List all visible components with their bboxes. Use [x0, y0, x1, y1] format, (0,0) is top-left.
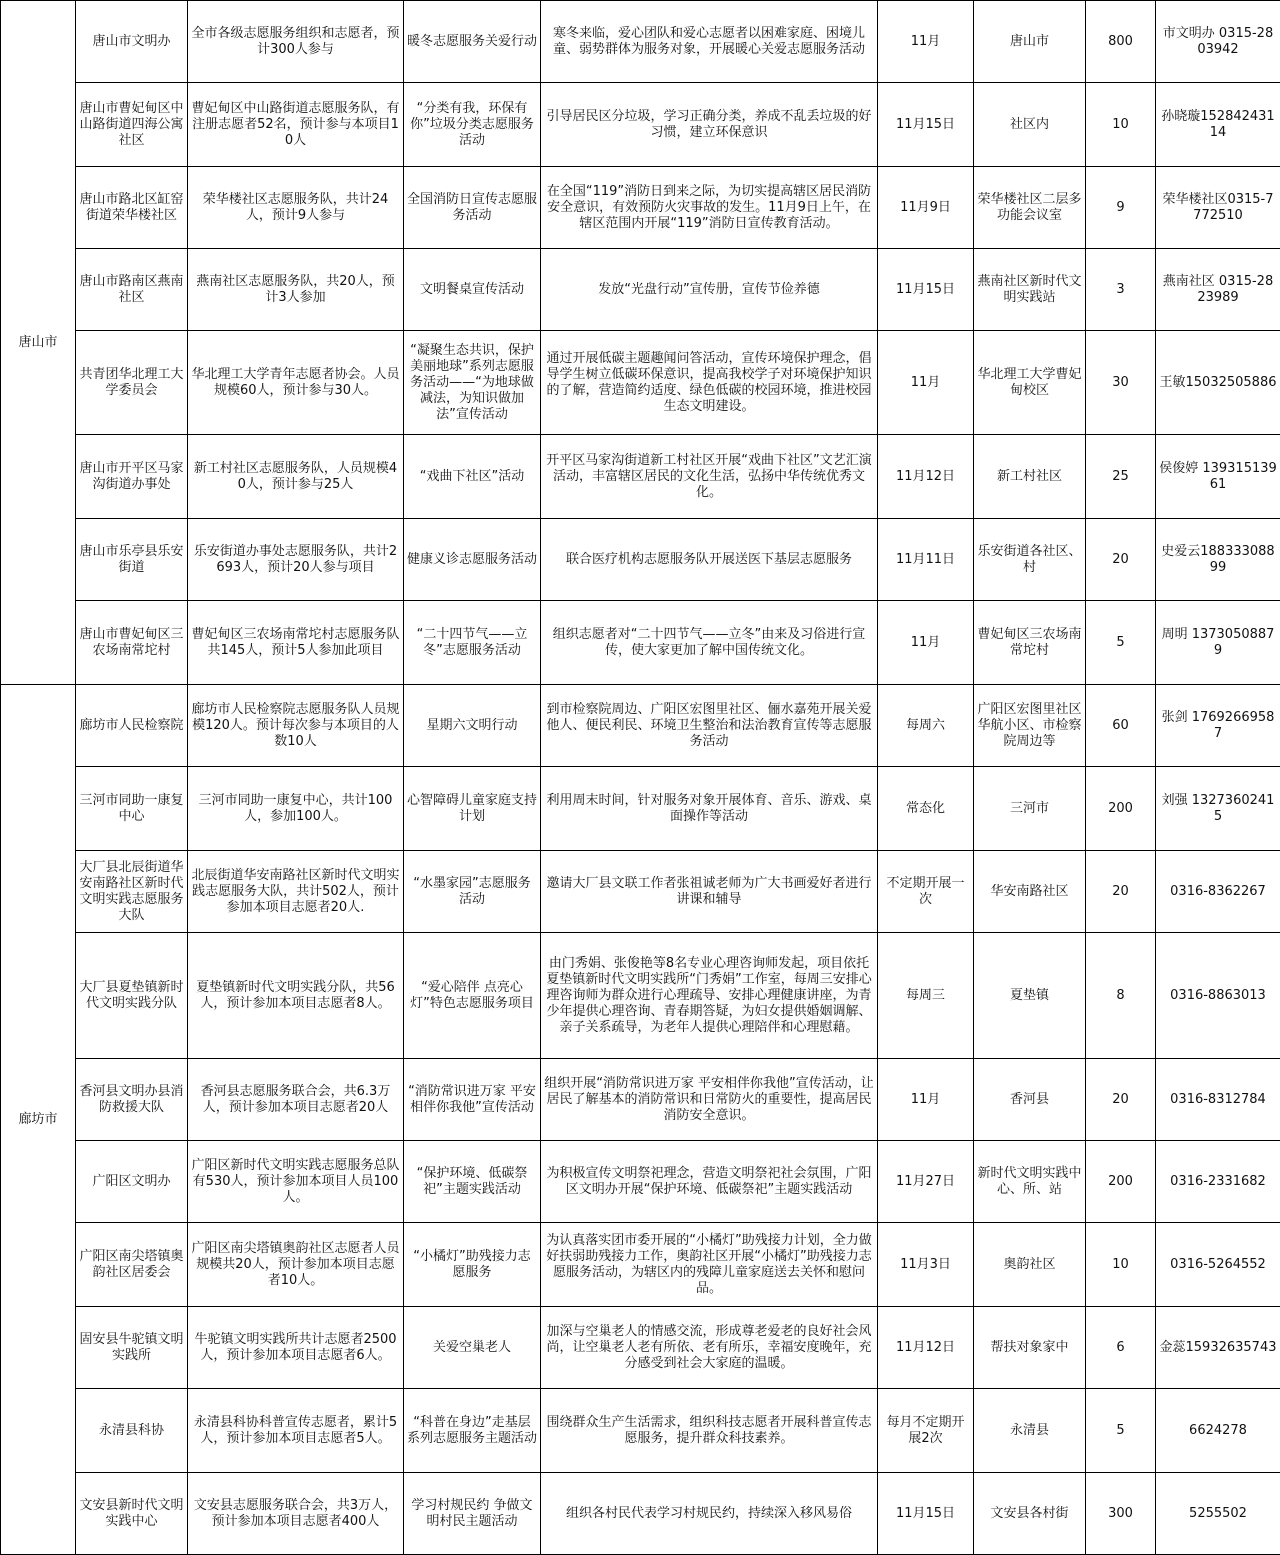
- place-cell: 香河县: [974, 1059, 1086, 1141]
- table-row: [1, 519, 1280, 601]
- count-cell: 25: [1086, 435, 1156, 519]
- team-cell: 全市各级志愿服务组织和志愿者，预计300人参与: [188, 1, 404, 83]
- org-cell: 文安县新时代文明实践中心: [76, 1473, 188, 1555]
- contact-cell: 燕南社区 0315-2823989: [1156, 249, 1280, 331]
- count-cell: 60: [1086, 685, 1156, 767]
- count-cell: 9: [1086, 167, 1156, 249]
- content-cell: 引导居民区分垃圾，学习正确分类，养成不乱丢垃圾的好习惯，建立环保意识: [541, 83, 878, 167]
- contact-cell: 0316-5264552: [1156, 1223, 1280, 1307]
- org-cell: 唐山市开平区马家沟街道办事处: [76, 435, 188, 519]
- project-cell: 关爱空巢老人: [404, 1307, 541, 1389]
- time-cell: 11月15日: [878, 1473, 974, 1555]
- table-row: [1, 1223, 1280, 1307]
- place-cell: 曹妃甸区三农场南常坨村: [974, 601, 1086, 685]
- place-cell: 燕南社区新时代文明实践站: [974, 249, 1086, 331]
- team-cell: 荣华楼社区志愿服务队，共计24人，预计9人参与: [188, 167, 404, 249]
- team-cell: 牛驼镇文明实践所共计志愿者2500人，预计参加本项目志愿者6人。: [188, 1307, 404, 1389]
- place-cell: 荣华楼社区二层多功能会议室: [974, 167, 1086, 249]
- org-cell: 固安县牛驼镇文明实践所: [76, 1307, 188, 1389]
- place-cell: 华北理工大学曹妃甸校区: [974, 331, 1086, 435]
- team-cell: 华北理工大学青年志愿者协会。人员规模60人，预计参与30人。: [188, 331, 404, 435]
- table-row: [1, 167, 1280, 249]
- team-cell: 乐安街道办事处志愿服务队，共计2693人，预计20人参与项目: [188, 519, 404, 601]
- time-cell: 11月9日: [878, 167, 974, 249]
- project-cell: “分类有我，环保有你”垃圾分类志愿服务活动: [404, 83, 541, 167]
- contact-cell: 侯俊婷 13931513961: [1156, 435, 1280, 519]
- time-cell: 11月: [878, 601, 974, 685]
- time-cell: 11月: [878, 1, 974, 83]
- place-cell: 新工村社区: [974, 435, 1086, 519]
- team-cell: 广阳区新时代文明实践志愿服务总队有530人，预计参加本项目人员100人。: [188, 1141, 404, 1223]
- table-row: [1, 933, 1280, 1059]
- content-cell: 围绕群众生产生活需求，组织科技志愿者开展科普宣传志愿服务，提升群众科技素养。: [541, 1389, 878, 1473]
- project-cell: 星期六文明行动: [404, 685, 541, 767]
- count-cell: 3: [1086, 249, 1156, 331]
- place-cell: 帮扶对象家中: [974, 1307, 1086, 1389]
- project-cell: 全国消防日宣传志愿服务活动: [404, 167, 541, 249]
- table-row: [1, 1389, 1280, 1473]
- contact-cell: 金蕊15932635743: [1156, 1307, 1280, 1389]
- team-cell: 北辰街道华安南路社区新时代文明实践志愿服务大队，共计502人，预计参加本项目志愿者20人.: [188, 851, 404, 933]
- project-cell: 学习村规民约 争做文明村民主题活动: [404, 1473, 541, 1555]
- time-cell: 11月15日: [878, 249, 974, 331]
- team-cell: 燕南社区志愿服务队，共20人，预计3人参加: [188, 249, 404, 331]
- org-cell: 香河县文明办县消防救援大队: [76, 1059, 188, 1141]
- count-cell: 800: [1086, 1, 1156, 83]
- count-cell: 5: [1086, 601, 1156, 685]
- team-cell: 曹妃甸区三农场南常坨村志愿服务队共145人，预计5人参加此项目: [188, 601, 404, 685]
- time-cell: 11月: [878, 1059, 974, 1141]
- contact-cell: 市文明办 0315-2803942: [1156, 1, 1280, 83]
- time-cell: 每月不定期开展2次: [878, 1389, 974, 1473]
- contact-cell: 0316-8312784: [1156, 1059, 1280, 1141]
- org-cell: 大厂县夏垫镇新时代文明实践分队: [76, 933, 188, 1059]
- content-cell: 到市检察院周边、广阳区宏图里社区、俪水嘉苑开展关爱他人、便民利民、环境卫生整治和法治教育宣传等志愿服务活动: [541, 685, 878, 767]
- time-cell: 11月11日: [878, 519, 974, 601]
- project-cell: “爱心陪伴 点亮心灯”特色志愿服务项目: [404, 933, 541, 1059]
- table-row: [1, 1141, 1280, 1223]
- project-cell: “二十四节气——立冬”志愿服务活动: [404, 601, 541, 685]
- project-cell: 心智障碍儿童家庭支持计划: [404, 767, 541, 851]
- contact-cell: 5255502: [1156, 1473, 1280, 1555]
- team-cell: 三河市同助一康复中心，共计100人，参加100人。: [188, 767, 404, 851]
- contact-cell: 王敏15032505886: [1156, 331, 1280, 435]
- count-cell: 200: [1086, 767, 1156, 851]
- team-cell: 新工村社区志愿服务队，人员规模40人，预计参与25人: [188, 435, 404, 519]
- table-row: [1, 851, 1280, 933]
- content-cell: 为积极宣传文明祭祀理念，营造文明祭祀社会氛围，广阳区文明办开展“保护环境、低碳祭祀”主题实践活动: [541, 1141, 878, 1223]
- contact-cell: 孙晓璇15284243114: [1156, 83, 1280, 167]
- org-cell: 唐山市路南区燕南社区: [76, 249, 188, 331]
- contact-cell: 0316-2331682: [1156, 1141, 1280, 1223]
- count-cell: 20: [1086, 1059, 1156, 1141]
- time-cell: 11月: [878, 331, 974, 435]
- table-row: [1, 1473, 1280, 1555]
- contact-cell: 史爱云18833308899: [1156, 519, 1280, 601]
- project-cell: “科普在身边”走基层系列志愿服务主题活动: [404, 1389, 541, 1473]
- time-cell: 11月3日: [878, 1223, 974, 1307]
- content-cell: 由门秀娟、张俊艳等8名专业心理咨询师发起，项目依托夏垫镇新时代文明实践所“门秀娟”工作室，每周三安排心理咨询师为群众进行心理疏导、安排心理健康讲座，为青少年提供心理咨询、青春期答疑，为妇女提供婚姻调解、亲子关系疏导，为老年人提供心理陪伴和心理慰藉。: [541, 933, 878, 1059]
- team-cell: 香河县志愿服务联合会，共6.3万人，预计参加本项目志愿者20人: [188, 1059, 404, 1141]
- time-cell: 11月12日: [878, 1307, 974, 1389]
- org-cell: 共青团华北理工大学委员会: [76, 331, 188, 435]
- project-cell: “戏曲下社区”活动: [404, 435, 541, 519]
- contact-cell: 刘强 13273602415: [1156, 767, 1280, 851]
- place-cell: 夏垫镇: [974, 933, 1086, 1059]
- contact-cell: 6624278: [1156, 1389, 1280, 1473]
- table-row: [1, 1, 1280, 83]
- org-cell: 唐山市路北区缸窑街道荣华楼社区: [76, 167, 188, 249]
- org-cell: 唐山市曹妃甸区三农场南常坨村: [76, 601, 188, 685]
- content-cell: 开平区马家沟街道新工村社区开展“戏曲下社区”文艺汇演活动，丰富辖区居民的文化生活，弘扬中华传统优秀文化。: [541, 435, 878, 519]
- count-cell: 6: [1086, 1307, 1156, 1389]
- place-cell: 永清县: [974, 1389, 1086, 1473]
- contact-cell: 0316-8362267: [1156, 851, 1280, 933]
- org-cell: 廊坊市人民检察院: [76, 685, 188, 767]
- time-cell: 每周六: [878, 685, 974, 767]
- place-cell: 社区内: [974, 83, 1086, 167]
- table-body: [1, 1, 1280, 1555]
- table-row: [1, 1307, 1280, 1389]
- content-cell: 组织开展“消防常识进万家 平安相伴你我他”宣传活动，让居民了解基本的消防常识和日常防火的重要性，提高居民消防安全意识。: [541, 1059, 878, 1141]
- place-cell: 奥韵社区: [974, 1223, 1086, 1307]
- contact-cell: 荣华楼社区0315-7772510: [1156, 167, 1280, 249]
- time-cell: 不定期开展一次: [878, 851, 974, 933]
- content-cell: 利用周末时间，针对服务对象开展体育、音乐、游戏、桌面操作等活动: [541, 767, 878, 851]
- content-cell: 组织志愿者对“二十四节气——立冬”由来及习俗进行宣传，使大家更加了解中国传统文化。: [541, 601, 878, 685]
- project-cell: 健康义诊志愿服务活动: [404, 519, 541, 601]
- team-cell: 廊坊市人民检察院志愿服务队人员规模120人。预计每次参与本项目的人数10人: [188, 685, 404, 767]
- count-cell: 20: [1086, 519, 1156, 601]
- place-cell: 文安县各村街: [974, 1473, 1086, 1555]
- table-row: [1, 435, 1280, 519]
- content-cell: 通过开展低碳主题趣闻问答活动，宣传环境保护理念，倡导学生树立低碳环保意识，提高我校学子对环境保护知识的了解，营造简约适度、绿色低碳的校园环境，推进校园生态文明建设。: [541, 331, 878, 435]
- table-row: [1, 1059, 1280, 1141]
- contact-cell: 周明 13730508879: [1156, 601, 1280, 685]
- count-cell: 300: [1086, 1473, 1156, 1555]
- team-cell: 广阳区南尖塔镇奥韵社区志愿者人员规模共20人，预计参加本项目志愿者10人。: [188, 1223, 404, 1307]
- org-cell: 永清县科协: [76, 1389, 188, 1473]
- team-cell: 夏垫镇新时代文明实践分队，共56人，预计参加本项目志愿者8人。: [188, 933, 404, 1059]
- count-cell: 200: [1086, 1141, 1156, 1223]
- time-cell: 每周三: [878, 933, 974, 1059]
- content-cell: 组织各村民代表学习村规民约，持续深入移风易俗: [541, 1473, 878, 1555]
- count-cell: 20: [1086, 851, 1156, 933]
- place-cell: 三河市: [974, 767, 1086, 851]
- table-row: [1, 601, 1280, 685]
- org-cell: 唐山市曹妃甸区中山路街道四海公寓社区: [76, 83, 188, 167]
- project-cell: “凝聚生态共识，保护美丽地球”系列志愿服务活动——“为地球做减法，为知识做加法”宣传活动: [404, 331, 541, 435]
- region-cell: 廊坊市: [1, 685, 76, 1555]
- project-cell: 暖冬志愿服务关爱行动: [404, 1, 541, 83]
- count-cell: 8: [1086, 933, 1156, 1059]
- time-cell: 11月12日: [878, 435, 974, 519]
- content-cell: 邀请大厂县文联工作者张祖诚老师为广大书画爱好者进行讲课和辅导: [541, 851, 878, 933]
- project-cell: 文明餐桌宣传活动: [404, 249, 541, 331]
- contact-cell: 张剑 17692669587: [1156, 685, 1280, 767]
- table-row: [1, 331, 1280, 435]
- content-cell: 联合医疗机构志愿服务队开展送医下基层志愿服务: [541, 519, 878, 601]
- content-cell: 在全国“119”消防日到来之际，为切实提高辖区居民消防安全意识，有效预防火灾事故的发生。11月9日上午，在辖区范围内开展“119”消防日宣传教育活动。: [541, 167, 878, 249]
- project-cell: “保护环境、低碳祭祀”主题实践活动: [404, 1141, 541, 1223]
- count-cell: 5: [1086, 1389, 1156, 1473]
- team-cell: 文安县志愿服务联合会，共3万人，预计参加本项目志愿者400人: [188, 1473, 404, 1555]
- org-cell: 广阳区南尖塔镇奥韵社区居委会: [76, 1223, 188, 1307]
- place-cell: 广阳区宏图里社区华航小区、市检察院周边等: [974, 685, 1086, 767]
- team-cell: 曹妃甸区中山路街道志愿服务队，有注册志愿者52名，预计参与本项目10人: [188, 83, 404, 167]
- count-cell: 10: [1086, 1223, 1156, 1307]
- org-cell: 唐山市文明办: [76, 1, 188, 83]
- team-cell: 永清县科协科普宣传志愿者，累计5人，预计参加本项目志愿者5人。: [188, 1389, 404, 1473]
- org-cell: 三河市同助一康复中心: [76, 767, 188, 851]
- time-cell: 11月15日: [878, 83, 974, 167]
- content-cell: 寒冬来临，爱心团队和爱心志愿者以困难家庭、困境儿童、弱势群体为服务对象，开展暖心关爱志愿服务活动: [541, 1, 878, 83]
- org-cell: 大厂县北辰街道华安南路社区新时代文明实践志愿服务大队: [76, 851, 188, 933]
- content-cell: 发放“光盘行动”宣传册，宣传节俭养德: [541, 249, 878, 331]
- count-cell: 10: [1086, 83, 1156, 167]
- time-cell: 11月27日: [878, 1141, 974, 1223]
- table-row: [1, 767, 1280, 851]
- project-cell: “消防常识进万家 平安相伴你我他”宣传活动: [404, 1059, 541, 1141]
- time-cell: 常态化: [878, 767, 974, 851]
- table-row: [1, 83, 1280, 167]
- content-cell: 为认真落实团市委开展的“小橘灯”助残接力计划，全力做好扶弱助残接力工作，奥韵社区开展“小橘灯”助残接力志愿服务活动，为辖区内的残障儿童家庭送去关怀和慰问品。: [541, 1223, 878, 1307]
- contact-cell: 0316-8863013: [1156, 933, 1280, 1059]
- project-cell: “小橘灯”助残接力志愿服务: [404, 1223, 541, 1307]
- org-cell: 唐山市乐亭县乐安街道: [76, 519, 188, 601]
- org-cell: 广阳区文明办: [76, 1141, 188, 1223]
- project-cell: “水墨家园”志愿服务活动: [404, 851, 541, 933]
- table-row: [1, 685, 1280, 767]
- place-cell: 唐山市: [974, 1, 1086, 83]
- region-cell: 唐山市: [1, 1, 76, 685]
- place-cell: 乐安街道各社区、村: [974, 519, 1086, 601]
- table-row: [1, 249, 1280, 331]
- content-cell: 加深与空巢老人的情感交流，形成尊老爱老的良好社会风尚，让空巢老人老有所依、老有所乐，幸福安度晚年，充分感受到社会大家庭的温暖。: [541, 1307, 878, 1389]
- place-cell: 华安南路社区: [974, 851, 1086, 933]
- count-cell: 30: [1086, 331, 1156, 435]
- place-cell: 新时代文明实践中心、所、站: [974, 1141, 1086, 1223]
